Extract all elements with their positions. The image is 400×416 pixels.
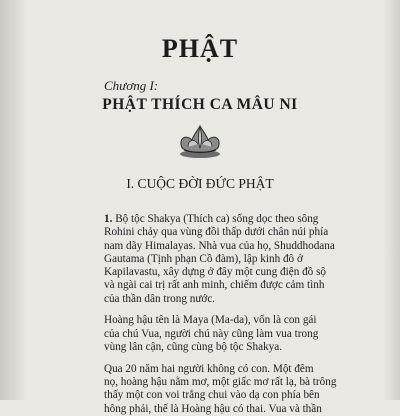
text-line: Hoàng hậu tên là Maya (Ma-da), vốn là con gái <box>104 314 317 327</box>
text-line: thấy một con voi trắng chui vào dạ con phía bên <box>104 389 320 402</box>
paragraph-3 <box>104 363 340 416</box>
text-line: nam dãy Himalayas. Nhà vua của họ, Shuddhodana <box>104 239 335 252</box>
body-text <box>104 213 340 416</box>
text-line: Gautama (Tịnh phạn Cồ đàm), lập kinh đô ở <box>104 252 303 265</box>
text-line: vùng lân cận, cũng cùng bộ tộc Shakya. <box>104 341 283 354</box>
paragraph-2 <box>104 314 340 354</box>
text-line: Qua 20 năm hai người không có con. Một đêm <box>104 362 314 375</box>
text-line: Rohini chảy qua vùng đồi thấp dưới chân núi phía <box>104 226 329 239</box>
paragraph-1 <box>104 213 340 306</box>
text-line: nọ, hoàng hậu nằm mơ, một giấc mơ rất lạ, bà trông <box>104 376 337 389</box>
text-line: 1. Bộ tộc Shakya (Thích ca) sống dọc theo sông <box>104 213 319 225</box>
text-line: của thần dân trong nước. <box>104 292 216 305</box>
text-line: hông phải, thế là Hoàng hậu có thai. Vua và thần <box>104 402 322 415</box>
paragraph-number: 1. <box>104 213 113 225</box>
text-line: của chú Vua, người chú này cũng làm vua trong <box>104 327 319 340</box>
section-title: I. CUỘC ĐỜI ĐỨC PHẬT <box>126 176 274 191</box>
page-title: PHẬT <box>161 34 239 63</box>
chapter-label: Chương I: <box>104 78 159 93</box>
text-line: và ngài cai trị rất anh minh, chiếm được cảm tình <box>104 279 325 292</box>
text-line: Kapilavastu, xây dựng ở đây một cung điện đồ sộ <box>104 266 327 279</box>
lotus-icon <box>176 120 224 160</box>
chapter-title: PHẬT THÍCH CA MÂU NI <box>102 96 298 113</box>
